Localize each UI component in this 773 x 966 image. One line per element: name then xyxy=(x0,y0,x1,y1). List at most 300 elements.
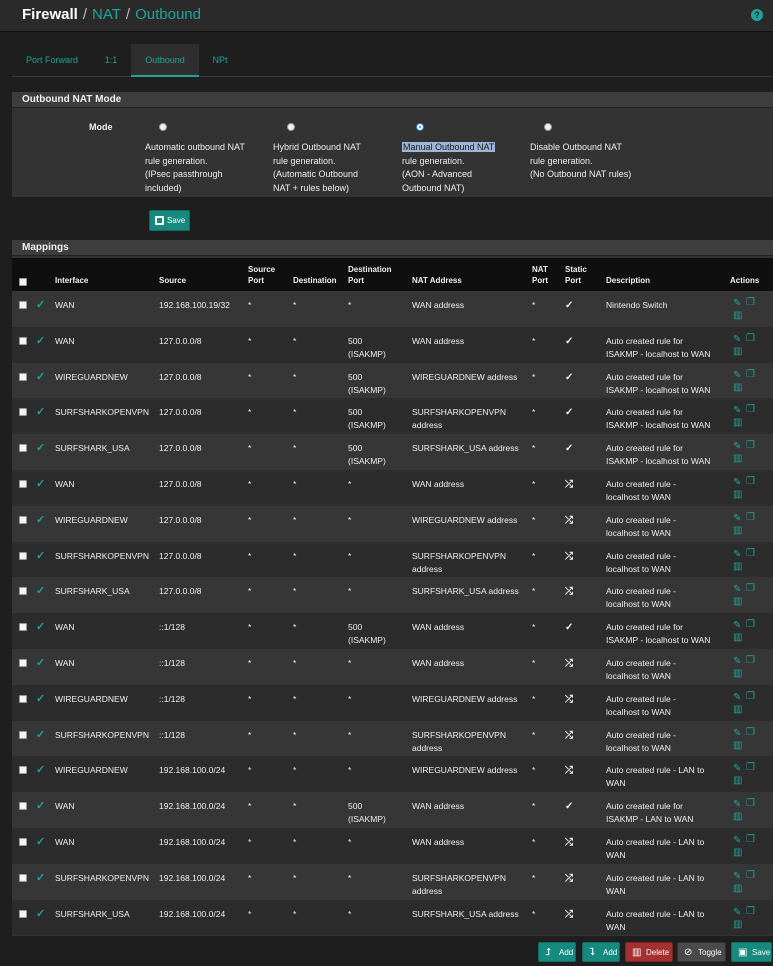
row-actions xyxy=(730,800,773,826)
cell-destination-port: * xyxy=(348,550,352,561)
shuffle-icon: ⤮ xyxy=(565,765,573,777)
select-all-checkbox[interactable] xyxy=(19,278,27,286)
mappings-table xyxy=(12,258,773,935)
panel-title: Outbound NAT Mode xyxy=(12,92,773,108)
pencil-icon[interactable]: ✎ xyxy=(733,727,742,739)
pencil-icon[interactable]: ✎ xyxy=(733,333,742,345)
cell-interface: WAN xyxy=(55,657,75,668)
cell-interface: WIREGUARDNEW xyxy=(55,514,128,525)
cell-nat-address: WIREGUARDNEW address xyxy=(412,693,518,704)
enabled-check-icon[interactable]: ✓ xyxy=(36,513,46,526)
cell-description: Auto created rule - localhost to WAN xyxy=(606,478,676,502)
enabled-check-icon[interactable]: ✓ xyxy=(36,728,46,741)
cell-nat-port: * xyxy=(532,371,536,382)
table-row[interactable] xyxy=(12,721,773,757)
row-checkbox[interactable] xyxy=(19,408,27,416)
enabled-check-icon[interactable]: ✓ xyxy=(36,692,46,705)
row-checkbox[interactable] xyxy=(19,623,27,631)
table-row[interactable] xyxy=(12,828,773,864)
col-source-port[interactable]: Source Port xyxy=(248,265,276,285)
cell-source: ::1/128 xyxy=(159,657,185,668)
copy-icon[interactable]: ❐ xyxy=(746,583,755,595)
cell-description: Auto created rule - localhost to WAN xyxy=(606,550,676,574)
table-row[interactable] xyxy=(12,900,773,936)
crumb-outbound[interactable]: Outbound xyxy=(135,6,201,23)
row-checkbox[interactable] xyxy=(19,659,27,667)
cell-nat-address: WIREGUARDNEW address xyxy=(412,514,518,525)
table-row[interactable] xyxy=(12,434,773,470)
cell-source: 127.0.0.0/8 xyxy=(159,335,202,346)
radio-disable[interactable] xyxy=(544,123,552,131)
cell-destination-port: 500 (ISAKMP) xyxy=(348,622,386,646)
panel-title: Mappings xyxy=(12,240,773,256)
save-icon: ▣ xyxy=(738,947,748,958)
copy-icon[interactable]: ❐ xyxy=(746,762,755,774)
cell-destination: * xyxy=(293,478,297,489)
row-checkbox[interactable] xyxy=(19,480,27,488)
cell-source-port: * xyxy=(248,872,252,883)
enabled-check-icon[interactable]: ✓ xyxy=(36,907,46,920)
cell-destination: * xyxy=(293,335,297,346)
cell-nat-port: * xyxy=(532,586,536,597)
mode-save-button[interactable]: Save xyxy=(149,210,190,231)
col-actions: Actions xyxy=(730,276,760,285)
copy-icon[interactable]: ❐ xyxy=(746,297,755,308)
cell-source-port: * xyxy=(248,300,252,310)
pencil-icon[interactable]: ✎ xyxy=(733,476,742,488)
tab-port-forward[interactable]: Port Forward xyxy=(25,55,78,65)
col-nat-port[interactable]: NAT Port xyxy=(532,265,548,285)
cell-destination: * xyxy=(293,729,297,740)
table-row[interactable] xyxy=(12,864,773,900)
cell-nat-port: * xyxy=(532,478,536,489)
row-checkbox[interactable] xyxy=(19,910,27,918)
trash-icon[interactable]: ▥ xyxy=(733,775,743,787)
cell-interface: SURFSHARKOPENVPN xyxy=(55,550,149,561)
copy-icon[interactable]: ❐ xyxy=(746,798,755,810)
copy-icon[interactable]: ❐ xyxy=(746,368,755,380)
cell-description: Auto created rule - LAN to WAN xyxy=(606,765,705,789)
cell-source-port: * xyxy=(248,586,252,597)
row-actions xyxy=(730,621,773,647)
copy-icon[interactable]: ❐ xyxy=(746,690,755,702)
row-actions xyxy=(730,764,773,790)
cell-source-port: * xyxy=(248,657,252,668)
enabled-check-icon[interactable]: ✓ xyxy=(36,656,46,669)
shuffle-icon: ⤮ xyxy=(565,550,573,562)
trash-icon[interactable]: ▥ xyxy=(733,310,743,321)
enabled-check-icon[interactable]: ✓ xyxy=(36,621,46,634)
tab-outbound[interactable]: Outbound xyxy=(131,44,199,77)
table-row[interactable] xyxy=(12,613,773,649)
cell-interface: SURFSHARK_USA xyxy=(55,908,130,919)
cell-source-port: * xyxy=(248,622,252,633)
cell-description: Auto created rule - localhost to WAN xyxy=(606,586,676,610)
cell-destination-port: * xyxy=(348,836,352,847)
mode-option-text: Manual Outbound NAT rule generation. (AON - Advanced Outbound NAT) xyxy=(402,142,495,193)
cell-nat-port: * xyxy=(532,300,536,310)
row-checkbox[interactable] xyxy=(19,838,27,846)
table-row[interactable] xyxy=(12,649,773,685)
cell-nat-address: WAN address xyxy=(412,622,465,633)
pencil-icon[interactable]: ✎ xyxy=(733,620,742,632)
trash-icon[interactable]: ▥ xyxy=(733,417,743,429)
cell-description: Auto created rule for ISAKMP - localhost to WAN xyxy=(606,622,711,646)
row-actions xyxy=(730,299,773,325)
cell-source-port: * xyxy=(248,908,252,919)
arrow-down-icon: ⮧ xyxy=(589,947,595,958)
trash-icon[interactable]: ▥ xyxy=(733,703,743,715)
trash-icon[interactable]: ▥ xyxy=(733,739,743,751)
row-checkbox[interactable] xyxy=(19,301,27,309)
tab-npt[interactable]: NPt xyxy=(212,55,228,65)
row-checkbox[interactable] xyxy=(19,373,27,381)
cell-nat-port: * xyxy=(532,514,536,525)
cell-destination-port: * xyxy=(348,908,352,919)
cell-interface: SURFSHARKOPENVPN xyxy=(55,872,149,883)
enabled-check-icon[interactable]: ✓ xyxy=(36,835,46,848)
cell-nat-address: WIREGUARDNEW address xyxy=(412,371,518,382)
enabled-check-icon[interactable]: ✓ xyxy=(36,334,46,347)
cell-destination-port: * xyxy=(348,300,352,310)
cell-nat-address: SURFSHARKOPENVPN address xyxy=(412,729,506,753)
cell-nat-address: WAN address xyxy=(412,657,465,668)
trash-icon[interactable]: ▥ xyxy=(733,524,743,536)
trash-icon[interactable]: ▥ xyxy=(733,488,743,500)
cell-interface: WAN xyxy=(55,836,75,847)
pencil-icon[interactable]: ✎ xyxy=(733,799,742,811)
cell-source: 127.0.0.0/8 xyxy=(159,586,202,597)
cell-description: Auto created rule - localhost to WAN xyxy=(606,514,676,538)
mode-option-disable[interactable] xyxy=(530,123,660,182)
cell-description: Auto created rule - LAN to WAN xyxy=(606,872,705,896)
cell-source-port: * xyxy=(248,765,252,776)
cell-destination-port: * xyxy=(348,657,352,668)
cell-destination-port: 500 (ISAKMP) xyxy=(348,407,386,431)
mode-option-hybrid[interactable] xyxy=(273,123,393,195)
cell-nat-address: SURFSHARK_USA address xyxy=(412,586,519,597)
cell-interface: SURFSHARK_USA xyxy=(55,586,130,597)
pencil-icon[interactable]: ✎ xyxy=(733,298,742,309)
cell-nat-address: SURFSHARKOPENVPN address xyxy=(412,407,506,431)
cell-description: Auto created rule - localhost to WAN xyxy=(606,729,676,753)
cell-destination-port: * xyxy=(348,586,352,597)
cell-nat-port: * xyxy=(532,693,536,704)
row-checkbox[interactable] xyxy=(19,337,27,345)
row-checkbox[interactable] xyxy=(19,552,27,560)
cell-nat-address: SURFSHARKOPENVPN address xyxy=(412,872,506,896)
row-actions xyxy=(730,726,773,755)
cell-interface: WIREGUARDNEW xyxy=(55,371,128,382)
table-row[interactable] xyxy=(12,506,773,542)
mode-label: Mode xyxy=(89,122,113,132)
copy-icon[interactable]: ❐ xyxy=(746,654,755,666)
cell-source: ::1/128 xyxy=(159,622,185,633)
cell-source-port: * xyxy=(248,693,252,704)
trash-icon[interactable]: ▥ xyxy=(733,345,743,357)
crumb-separator: / xyxy=(82,6,88,23)
cell-source: 192.168.100.0/24 xyxy=(159,801,226,812)
cell-interface: WAN xyxy=(55,622,75,633)
cell-source-port: * xyxy=(248,478,252,489)
trash-icon[interactable]: ▥ xyxy=(733,882,743,894)
cell-nat-address: SURFSHARKOPENVPN address xyxy=(412,550,506,574)
copy-icon[interactable]: ❐ xyxy=(746,511,755,523)
row-actions xyxy=(730,690,773,719)
enabled-check-icon[interactable]: ✓ xyxy=(36,549,46,562)
row-actions xyxy=(730,547,773,576)
cell-destination-port: * xyxy=(348,514,352,525)
row-checkbox[interactable] xyxy=(19,731,27,739)
cell-description: Auto created rule - localhost to WAN xyxy=(606,693,676,717)
cell-destination-port: 500 (ISAKMP) xyxy=(348,801,386,825)
cell-source: 192.168.100.0/24 xyxy=(159,765,226,776)
crumb-firewall: Firewall xyxy=(22,6,78,23)
pencil-icon[interactable]: ✎ xyxy=(733,405,742,417)
cell-destination: * xyxy=(293,407,297,418)
row-checkbox[interactable] xyxy=(19,766,27,774)
copy-icon[interactable]: ❐ xyxy=(746,404,755,416)
radio-hybrid[interactable] xyxy=(287,123,295,131)
pencil-icon[interactable]: ✎ xyxy=(733,906,742,918)
radio-manual[interactable] xyxy=(416,123,424,131)
copy-icon[interactable]: ❐ xyxy=(746,833,755,845)
cell-nat-port: * xyxy=(532,801,536,812)
copy-icon[interactable]: ❐ xyxy=(746,475,755,487)
cell-destination: * xyxy=(293,908,297,919)
copy-icon[interactable]: ❐ xyxy=(746,440,755,452)
enabled-check-icon[interactable]: ✓ xyxy=(36,299,46,311)
table-row[interactable] xyxy=(12,327,773,363)
crumb-separator: / xyxy=(125,6,131,23)
static-check-icon: ✓ xyxy=(565,300,574,311)
save-button[interactable]: ▣ Save xyxy=(731,942,772,962)
cell-interface: SURFSHARKOPENVPN xyxy=(55,407,149,418)
cell-destination: * xyxy=(293,657,297,668)
cell-interface: WAN xyxy=(55,478,75,489)
cell-description: Auto created rule for ISAKMP - LAN to WAN xyxy=(606,801,694,825)
cell-source: 192.168.100.0/24 xyxy=(159,908,226,919)
cell-destination: * xyxy=(293,765,297,776)
cell-nat-address: WIREGUARDNEW address xyxy=(412,765,518,776)
mode-option-manual[interactable] xyxy=(402,123,522,195)
col-nat-address[interactable]: NAT Address xyxy=(412,276,462,285)
row-checkbox[interactable] xyxy=(19,444,27,452)
pencil-icon[interactable]: ✎ xyxy=(733,512,742,524)
trash-icon[interactable]: ▥ xyxy=(733,918,743,930)
shuffle-icon: ⤮ xyxy=(565,872,573,884)
table-row[interactable] xyxy=(12,291,773,327)
trash-icon[interactable]: ▥ xyxy=(733,846,743,858)
cell-destination: * xyxy=(293,371,297,382)
pencil-icon[interactable]: ✎ xyxy=(733,834,742,846)
cell-nat-port: * xyxy=(532,908,536,919)
cell-destination: * xyxy=(293,693,297,704)
tab-bar xyxy=(12,44,773,77)
cell-source: ::1/128 xyxy=(159,693,185,704)
row-actions xyxy=(730,406,773,432)
pencil-icon[interactable]: ✎ xyxy=(733,548,742,560)
add-bottom-button[interactable]: ⮧ Add xyxy=(582,942,620,962)
enabled-check-icon[interactable]: ✓ xyxy=(36,871,46,884)
copy-icon[interactable]: ❐ xyxy=(746,869,755,881)
cell-destination-port: 500 (ISAKMP) xyxy=(348,371,386,395)
cell-source-port: * xyxy=(248,371,252,382)
cell-nat-address: SURFSHARK_USA address xyxy=(412,443,519,454)
cell-destination: * xyxy=(293,443,297,454)
cell-destination: * xyxy=(293,872,297,883)
pencil-icon[interactable]: ✎ xyxy=(733,655,742,667)
top-bar xyxy=(0,0,773,32)
row-actions xyxy=(730,833,773,862)
row-checkbox[interactable] xyxy=(19,587,27,595)
tab-one-to-one[interactable]: 1:1 xyxy=(104,55,118,65)
enabled-check-icon[interactable]: ✓ xyxy=(36,477,46,490)
table-row[interactable] xyxy=(12,756,773,792)
cell-source: 127.0.0.0/8 xyxy=(159,550,202,561)
cell-source: 127.0.0.0/8 xyxy=(159,478,202,489)
cell-source-port: * xyxy=(248,407,252,418)
col-interface[interactable]: Interface xyxy=(55,276,89,285)
trash-icon[interactable]: ▥ xyxy=(733,811,743,823)
trash-icon[interactable]: ▥ xyxy=(733,596,743,608)
cell-destination: * xyxy=(293,550,297,561)
col-static-port[interactable]: Static Port xyxy=(565,265,587,285)
cell-destination: * xyxy=(293,300,297,310)
pencil-icon[interactable]: ✎ xyxy=(733,763,742,775)
toggle-button[interactable]: ⊘ Toggle xyxy=(677,942,726,962)
enabled-check-icon[interactable]: ✓ xyxy=(36,442,46,455)
cell-source: 192.168.100.19/32 xyxy=(159,300,230,310)
cell-destination-port: 500 (ISAKMP) xyxy=(348,443,386,467)
table-row[interactable] xyxy=(12,792,773,828)
cell-destination-port: * xyxy=(348,729,352,740)
mode-option-automatic[interactable] xyxy=(145,123,265,195)
delete-button[interactable]: ▥ Delete xyxy=(625,942,673,962)
trash-icon[interactable]: ▥ xyxy=(733,667,743,679)
cell-nat-port: * xyxy=(532,657,536,668)
radio-automatic[interactable] xyxy=(159,123,167,131)
cell-source-port: * xyxy=(248,514,252,525)
col-description[interactable]: Description xyxy=(606,276,651,285)
static-check-icon: ✓ xyxy=(565,622,574,634)
cell-source: 127.0.0.0/8 xyxy=(159,443,202,454)
cell-interface: WAN xyxy=(55,801,75,812)
save-icon xyxy=(155,216,164,225)
col-destination[interactable]: Destination xyxy=(293,276,337,285)
pencil-icon[interactable]: ✎ xyxy=(733,870,742,882)
cell-source-port: * xyxy=(248,801,252,812)
arrow-up-icon: ⮥ xyxy=(545,947,551,958)
row-actions xyxy=(730,585,773,611)
breadcrumb xyxy=(22,6,201,23)
ban-icon: ⊘ xyxy=(684,947,693,958)
table-row[interactable] xyxy=(12,685,773,721)
cell-source: ::1/128 xyxy=(159,729,185,740)
cell-nat-address: WAN address xyxy=(412,478,465,489)
copy-icon[interactable]: ❐ xyxy=(746,332,755,344)
shuffle-icon: ⤮ xyxy=(565,693,573,705)
row-actions xyxy=(730,332,773,361)
cell-description: Auto created rule - LAN to WAN xyxy=(606,836,705,860)
trash-icon[interactable]: ▥ xyxy=(733,453,743,465)
col-source[interactable]: Source xyxy=(159,276,187,285)
cell-destination: * xyxy=(293,586,297,597)
pencil-icon[interactable]: ✎ xyxy=(733,584,742,596)
table-row[interactable] xyxy=(12,363,773,399)
static-check-icon: ✓ xyxy=(565,335,574,347)
cell-destination: * xyxy=(293,836,297,847)
cell-nat-port: * xyxy=(532,729,536,740)
enabled-check-icon[interactable]: ✓ xyxy=(36,800,46,813)
table-row[interactable] xyxy=(12,398,773,434)
cell-nat-address: WAN address xyxy=(412,335,465,346)
cell-description: Auto created rule - LAN to WAN xyxy=(606,908,705,932)
pencil-icon[interactable]: ✎ xyxy=(733,441,742,453)
cell-interface: WAN xyxy=(55,335,75,346)
cell-interface: WAN xyxy=(55,300,75,310)
enabled-check-icon[interactable]: ✓ xyxy=(36,585,46,598)
cell-interface: SURFSHARKOPENVPN xyxy=(55,729,149,740)
row-actions xyxy=(730,869,773,898)
mode-option-text: Automatic outbound NAT rule generation. (IPsec passthrough included) xyxy=(145,142,245,193)
trash-icon[interactable]: ▥ xyxy=(733,560,743,572)
copy-icon[interactable]: ❐ xyxy=(746,905,755,917)
row-checkbox[interactable] xyxy=(19,695,27,703)
row-actions xyxy=(730,654,773,683)
static-check-icon: ✓ xyxy=(565,371,574,383)
shuffle-icon: ⤮ xyxy=(565,586,573,598)
copy-icon[interactable]: ❐ xyxy=(746,619,755,631)
pencil-icon[interactable]: ✎ xyxy=(733,691,742,703)
trash-icon[interactable]: ▥ xyxy=(733,381,743,393)
cell-destination: * xyxy=(293,801,297,812)
row-checkbox[interactable] xyxy=(19,516,27,524)
cell-destination-port: * xyxy=(348,478,352,489)
trash-icon: ▥ xyxy=(632,947,642,958)
cell-destination-port: * xyxy=(348,765,352,776)
cell-description: Auto created rule for ISAKMP - localhost to WAN xyxy=(606,371,711,395)
enabled-check-icon[interactable]: ✓ xyxy=(36,406,46,419)
copy-icon[interactable]: ❐ xyxy=(746,547,755,559)
trash-icon[interactable]: ▥ xyxy=(733,632,743,644)
add-top-button[interactable]: ⮥ Add xyxy=(538,942,576,962)
cell-nat-port: * xyxy=(532,836,536,847)
static-check-icon: ✓ xyxy=(565,407,574,419)
static-check-icon: ✓ xyxy=(565,801,574,813)
crumb-nat[interactable]: NAT xyxy=(92,6,121,23)
row-actions xyxy=(730,905,773,934)
col-destination-port[interactable]: Destination Port xyxy=(348,265,392,285)
cell-source: 192.168.100.0/24 xyxy=(159,836,226,847)
cell-destination: * xyxy=(293,622,297,633)
copy-icon[interactable]: ❐ xyxy=(746,726,755,738)
pencil-icon[interactable]: ✎ xyxy=(733,369,742,381)
cell-nat-address: WAN address xyxy=(412,836,465,847)
row-actions xyxy=(730,475,773,504)
cell-source-port: * xyxy=(248,443,252,454)
shuffle-icon: ⤮ xyxy=(565,514,573,526)
help-icon[interactable]: ? xyxy=(751,9,763,21)
table-row[interactable] xyxy=(12,470,773,506)
enabled-check-icon[interactable]: ✓ xyxy=(36,764,46,777)
table-row[interactable] xyxy=(12,577,773,613)
row-checkbox[interactable] xyxy=(19,874,27,882)
table-row[interactable] xyxy=(12,542,773,578)
row-checkbox[interactable] xyxy=(19,802,27,810)
enabled-check-icon[interactable]: ✓ xyxy=(36,370,46,383)
cell-destination-port: * xyxy=(348,872,352,883)
